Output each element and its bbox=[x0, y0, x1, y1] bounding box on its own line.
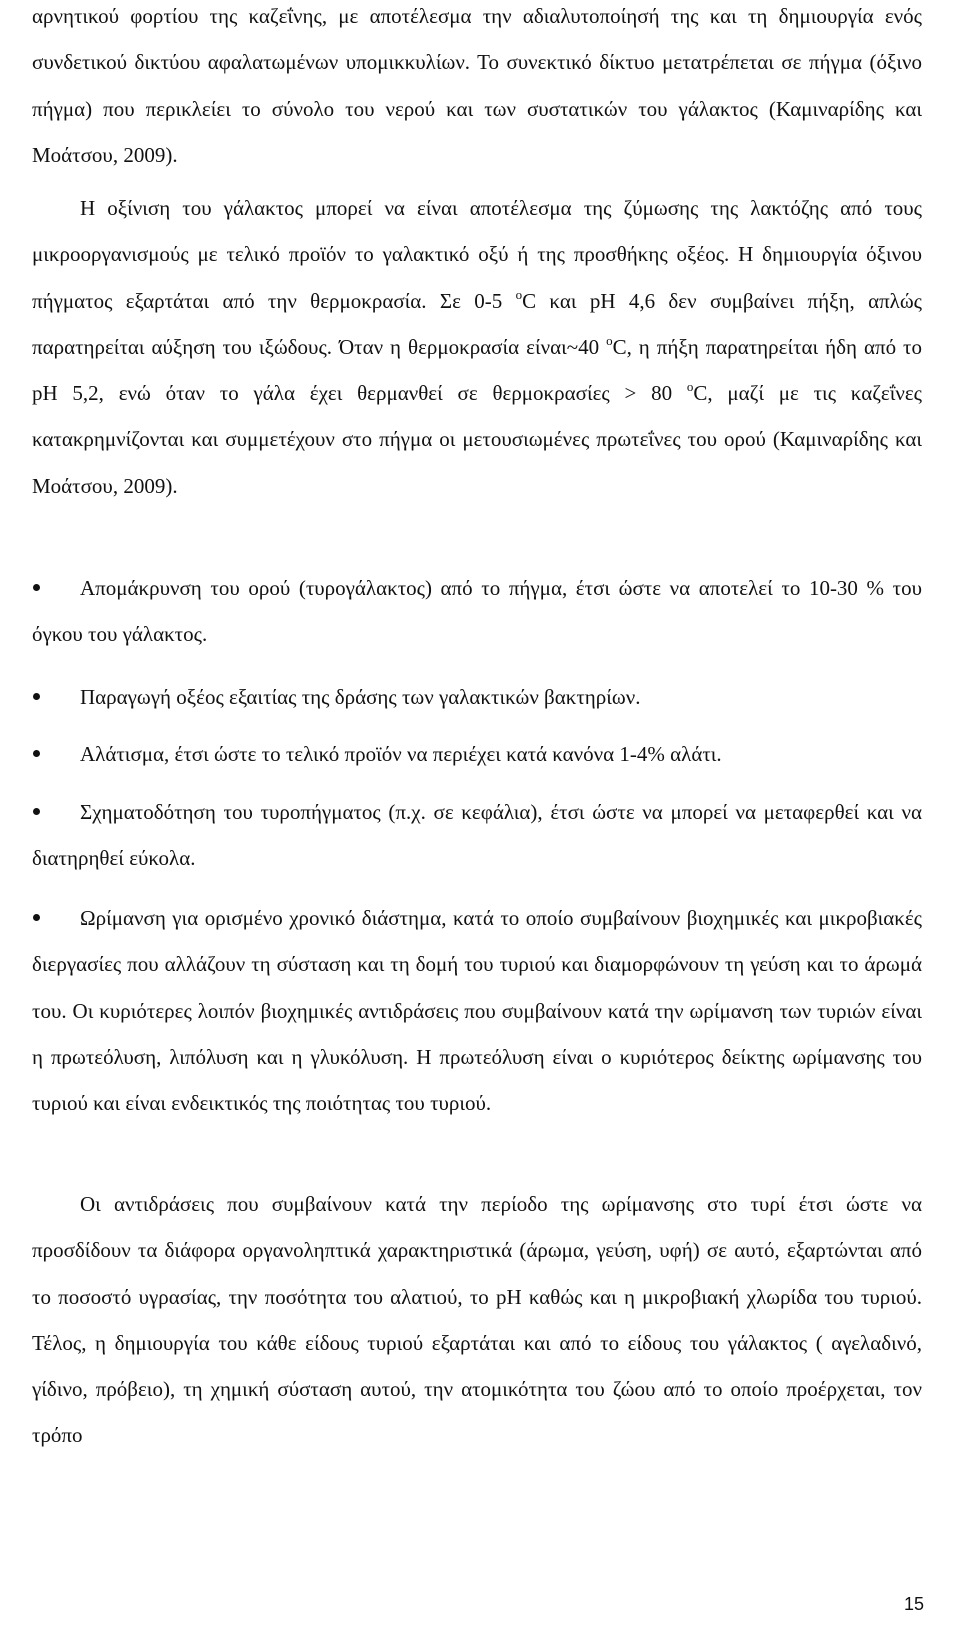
paragraph-acid-part2: C και pH 4,6 δεν συμβαίνει πήξη, απλώς παρατηρείται αύξηση του ιξώδους. Όταν η θερμοκρασία είναι~40 bbox=[32, 288, 922, 359]
bullet-item bbox=[32, 789, 922, 882]
bullet-text: Σχηματοδότηση του τυροπήγματος (π.χ. σε κεφάλια), έτσι ώστε να μπορεί να μεταφερθεί και να διατηρηθεί εύκολα. bbox=[32, 800, 922, 871]
bullet-item bbox=[32, 731, 922, 777]
bullet-dot-icon bbox=[33, 693, 40, 700]
bullet-dot-icon bbox=[33, 808, 40, 815]
bullet-item bbox=[32, 895, 922, 1126]
bullet-text: Απομάκρυνση του ορού (τυρογάλακτος) από το πήγμα, έτσι ώστε να αποτελεί το 10-30 % του όγκου του γάλακτος. bbox=[32, 576, 922, 647]
bullet-dot-icon bbox=[33, 750, 40, 757]
paragraph-acid-part4: C, μαζί με τις καζεΐνες κατακρημνίζονται και συμμετέχουν στο πήγμα οι μετουσιωμένες πρωτεΐνες του ορού (Καμιναρίδης και Μοάτσου, 2009). bbox=[32, 381, 922, 498]
paragraph-acid-part3: C, η πήξη παρατηρείται ήδη από το pH 5,2, ενώ όταν το γάλα έχει θερμανθεί σε θερμοκρασίες > 80 bbox=[32, 334, 922, 406]
degree-superscript: ο bbox=[686, 379, 694, 395]
degree-superscript: ο bbox=[606, 332, 613, 348]
bullet-item bbox=[32, 674, 922, 720]
paragraph-acid-part1: Η οξίνιση του γάλακτος μπορεί να είναι αποτέλεσμα της ζύμωσης της λακτόζης από τους μικροοργανισμούς με τελικό προϊόν το γαλακτικό οξύ ή της προσθήκης οξέος. Η δημιουργία όξινου πήγματος εξαρτάται από την θερμοκρασία. Σε 0-5 bbox=[32, 196, 922, 313]
bullet-dot-icon bbox=[33, 584, 40, 591]
page-number: 15 bbox=[903, 1594, 924, 1614]
bullet-item bbox=[32, 565, 922, 658]
paragraph-top: αρνητικού φορτίου της καζεΐνης, με αποτέλεσμα την αδιαλυτοποίησή της και τη δημιουργία ενός συνδετικού δικτύου αφαλατωμένων υπομικκυλίων. Το συνεκτικό δίκτυο μετατρέπεται σε πήγμα (όξινο πήγμα) που περικλείει το σύνολο του νερού και των συστατικών του γάλακτος (Καμιναρίδης και Μοάτσου, 2009). bbox=[32, 4, 922, 167]
paragraph-bottom: Οι αντιδράσεις που συμβαίνουν κατά την περίοδο της ωρίμανσης στο τυρί έτσι ώστε να προσδίδουν τα διάφορα οργανοληπτικά χαρακτηριστικά (άρωμα, γεύση, υφή) σε αυτό, εξαρτώνται από το ποσοστό υγρασίας, την ποσότητα του αλατιού, το pH καθώς και η μικροβιακή χλωρίδα του τυριού. Τέλος, η δημιουργία του κάθε είδους τυριού εξαρτάται και από το είδους του γάλακτος ( αγελαδινό, γίδινο, πρόβειο), τη χημική σύσταση αυτού, την ατομικότητα του ζώου από το οποίο προέρχεται, τον τρόπο bbox=[32, 1192, 922, 1448]
degree-superscript: ο bbox=[515, 286, 523, 302]
paragraph-acidification bbox=[32, 185, 922, 509]
bullet-text: Αλάτισμα, έτσι ώστε το τελικό προϊόν να περιέχει κατά κανόνα 1-4% αλάτι. bbox=[80, 742, 722, 766]
bullet-text: Παραγωγή οξέος εξαιτίας της δράσης των γαλακτικών βακτηρίων. bbox=[80, 685, 641, 709]
bullet-dot-icon bbox=[33, 914, 40, 921]
bullet-text: Ωρίμανση για ορισμένο χρονικό διάστημα, κατά το οποίο συμβαίνουν βιοχημικές και μικροβιακές διεργασίες που αλλάζουν τη σύσταση και τη δομή του τυριού και διαμορφώνουν τη γεύση και το άρωμά του. Οι κυριότερες λοιπόν βιοχημικές αντιδράσεις που συμβαίνουν κατά την ωρίμανση των τυριών είναι η πρωτεόλυση, λιπόλυση και η γλυκόλυση. Η πρωτεόλυση είναι ο κυριότερος δείκτης ωρίμανσης του τυριού και είναι ενδεικτικός της ποιότητας του τυριού. bbox=[32, 906, 922, 1116]
